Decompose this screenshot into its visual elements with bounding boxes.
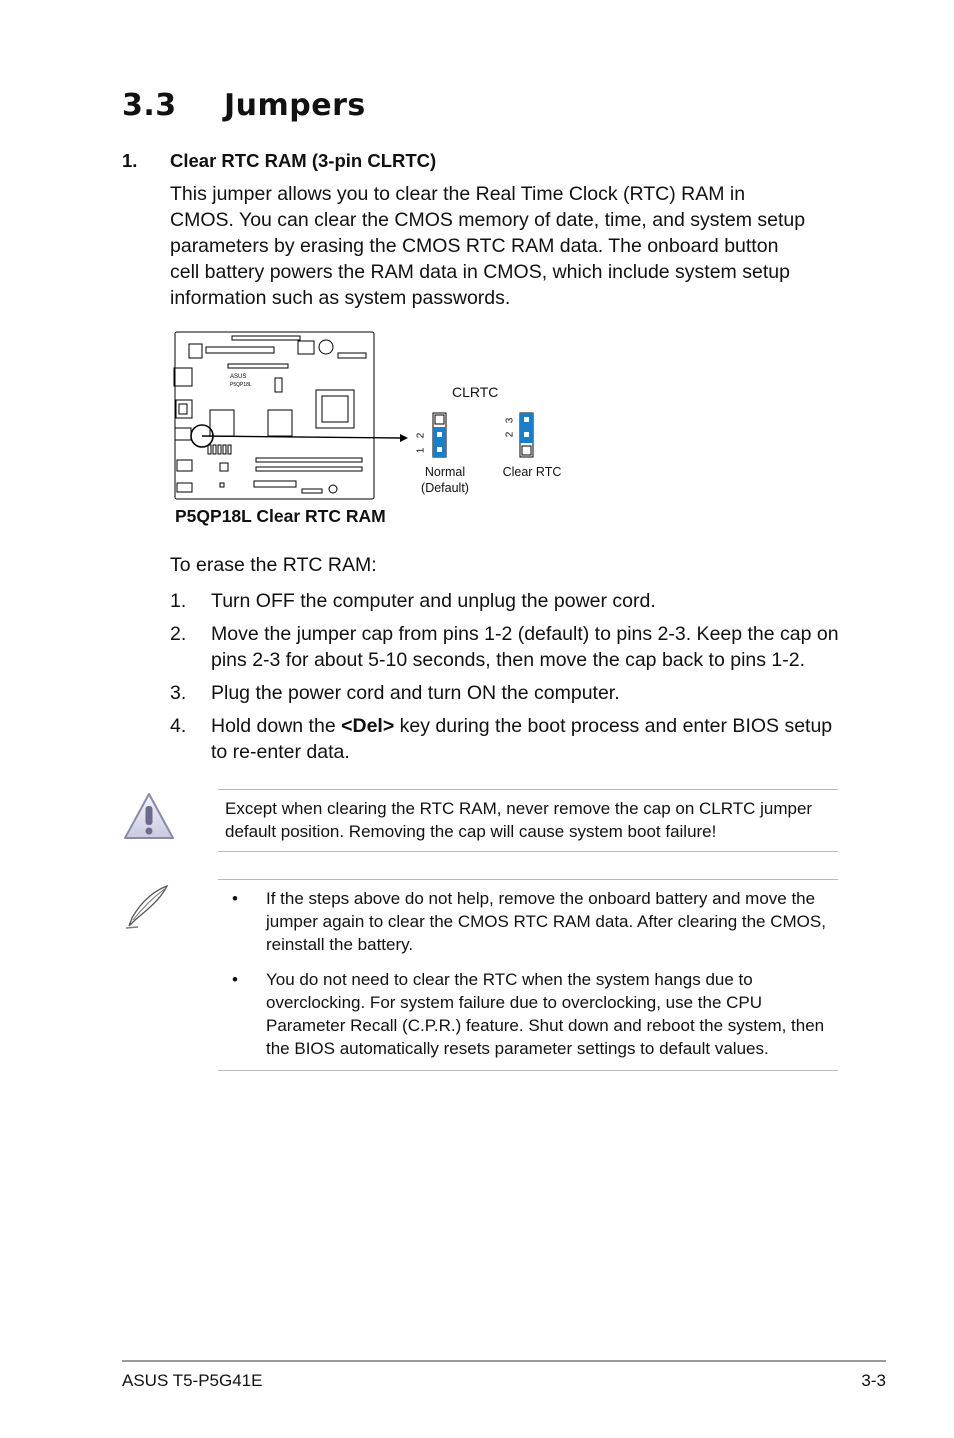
pin-number: 3: [504, 417, 516, 424]
footer-page-number: 3-3: [861, 1371, 886, 1390]
pointer-line: [202, 436, 402, 438]
board-connector: [176, 400, 192, 418]
description-line: cell battery powers the RAM data in CMOS, which include system setup: [170, 261, 790, 283]
procedure-step: [170, 713, 842, 765]
description-line: This jumper allows you to clear the Real Time Clock (RTC) RAM in: [170, 183, 746, 205]
dimm-slot: [256, 458, 362, 462]
step-number: 1.: [170, 590, 187, 612]
procedure-step: [170, 588, 842, 614]
pin-2: [437, 432, 442, 437]
board-connector: [177, 460, 192, 471]
procedure-intro: To erase the RTC RAM:: [170, 554, 377, 576]
note-item: [225, 887, 835, 956]
header-label: CLRTC: [452, 384, 499, 400]
pen-quill-icon: [120, 882, 172, 937]
step-text: Turn OFF the computer and unplug the power cord.: [211, 590, 656, 612]
pin-2: [524, 432, 529, 437]
board-connector: [179, 404, 187, 414]
pin-1: [522, 446, 531, 455]
step-number: 4.: [170, 715, 187, 737]
normal-default-label: (Default): [421, 481, 469, 495]
procedure-steps: [170, 588, 842, 772]
board-pin: [213, 445, 216, 454]
board-pin: [218, 445, 221, 454]
pointer-arrowhead: [400, 434, 408, 442]
board-model-text: P5QP18L: [230, 382, 252, 388]
warning-top-rule: [218, 789, 838, 790]
board-pin: [223, 445, 226, 454]
procedure-step: [170, 621, 842, 673]
description-line: CMOS. You can clear the CMOS memory of date, time, and system setup: [170, 209, 806, 231]
board-component: [189, 344, 202, 358]
board-connector: [174, 368, 192, 386]
warning-bottom-rule: [218, 851, 838, 852]
board-component: [298, 341, 314, 354]
board-pin: [208, 445, 211, 454]
board-component: [268, 410, 292, 436]
normal-jumper-cap: [433, 427, 446, 457]
pin-3: [524, 417, 529, 422]
board-slot: [206, 347, 274, 353]
step-number: 2.: [170, 623, 187, 645]
board-connector: [254, 481, 296, 487]
diagram-caption: P5QP18L Clear RTC RAM: [175, 506, 386, 526]
clear-rtc-label: Clear RTC: [502, 465, 562, 479]
warning-text: Except when clearing the RTC RAM, never remove the cap on CLRTC jumper default position. Removing the cap will cause system boot failure!: [225, 799, 813, 841]
board-connector: [302, 489, 322, 493]
pin-1: [437, 447, 442, 452]
note-bottom-rule: [218, 1070, 838, 1071]
board-connector: [177, 483, 192, 492]
board-slot: [232, 336, 300, 340]
note-top-rule: [218, 879, 838, 880]
step-number: 3.: [170, 682, 187, 704]
description-line: parameters by erasing the CMOS RTC RAM data. The onboard button: [170, 235, 779, 257]
board-component: [329, 485, 337, 493]
board-component: [210, 410, 234, 436]
note-item-text: If the steps above do not help, remove the onboard battery and move the jumper again to clear the CMOS RTC RAM data. After clearing the CMOS, reinstall the battery.: [266, 889, 826, 954]
step-text: Move the jumper cap from pins 1-2 (default) to pins 2-3. Keep the cap on pins 2-3 for about 5-10 seconds, then move the cap back to pins 1-2.: [211, 623, 839, 671]
board-slot: [228, 364, 288, 368]
section-number: 3.3: [122, 88, 177, 123]
clrtc-diagram: [170, 328, 590, 503]
description-line: information such as system passwords.: [170, 287, 511, 309]
board-component: [275, 378, 282, 392]
section-title: Jumpers: [224, 88, 366, 123]
step-text-after: key during the boot process and enter BIOS setup to re-enter data.: [211, 715, 833, 763]
footer-product: ASUS T5-P5G41E: [122, 1371, 263, 1390]
footer-rule: [122, 1360, 886, 1362]
board-pin: [228, 445, 231, 454]
note-item-text: You do not need to clear the RTC when the system hangs due to overclocking. For system failure due to overclocking, use the CPU Parameter Recall (C.P.R.) feature. Shut down and reboot the system, then the BIOS automatically resets parameter settings to default values.: [266, 970, 825, 1058]
del-key: <Del>: [341, 715, 395, 737]
board-component: [220, 463, 228, 471]
warning-triangle-icon: [122, 791, 176, 848]
board-outline: [175, 332, 374, 499]
pin-number: 1: [415, 447, 427, 454]
cpu-socket-inner: [322, 396, 348, 422]
item-description: [170, 181, 820, 311]
step-text-before: Hold down the: [211, 715, 342, 737]
bullet-mark: •: [232, 889, 238, 908]
board-connector: [175, 428, 191, 440]
procedure-step: [170, 680, 842, 706]
step-text: Plug the power cord and turn ON the computer.: [211, 682, 620, 704]
section-heading: [122, 88, 366, 123]
board-component: [220, 483, 224, 487]
bullet-mark: •: [232, 970, 238, 989]
pin-3: [435, 415, 444, 424]
normal-label: Normal: [424, 465, 466, 479]
note-item: [225, 968, 835, 1060]
item-heading: [122, 150, 436, 172]
board-slot: [338, 353, 366, 358]
dimm-slot: [256, 467, 362, 471]
board-brand-text: ASUS: [230, 374, 247, 380]
step-text: [211, 713, 842, 765]
pin-number: 2: [504, 431, 516, 438]
item-number: 1.: [122, 150, 138, 171]
item-title: Clear RTC RAM (3-pin CLRTC): [170, 150, 437, 171]
note-list: [225, 887, 835, 1072]
pin-number: 2: [415, 432, 427, 439]
board-component: [319, 340, 333, 354]
